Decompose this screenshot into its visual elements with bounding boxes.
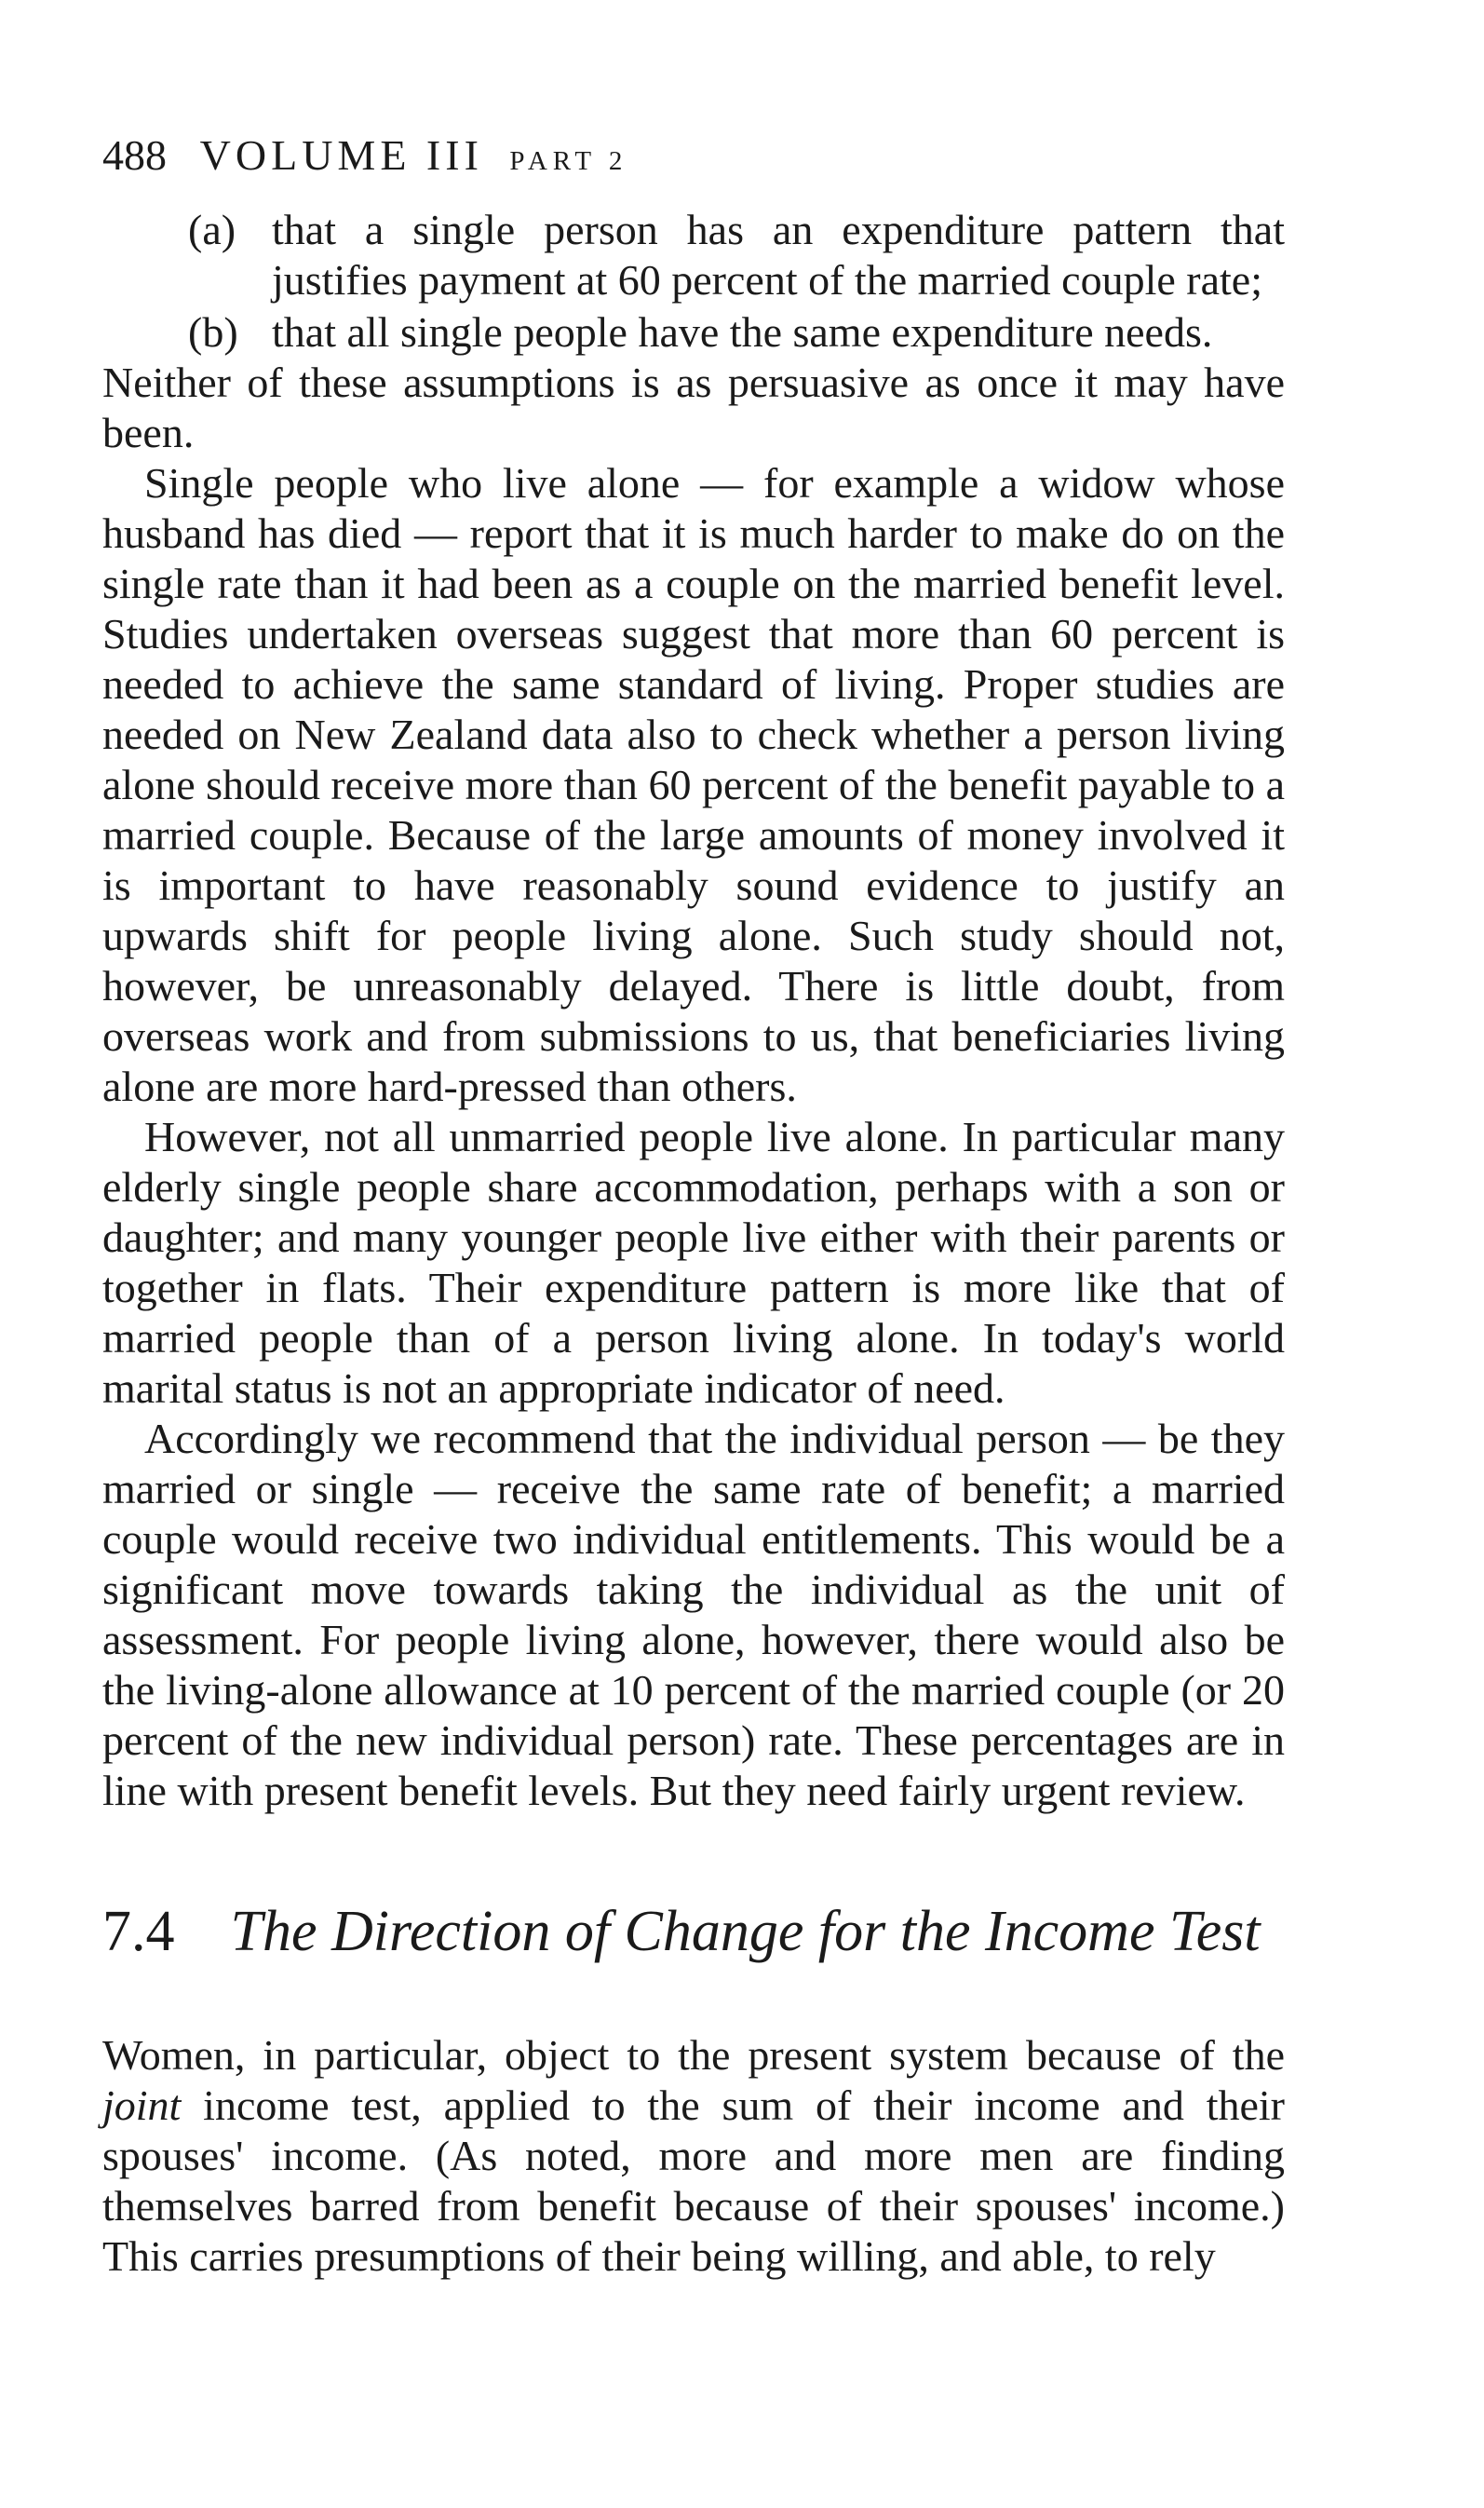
list-text: that all single people have the same expenditure needs. xyxy=(272,308,1213,356)
emphasis: joint xyxy=(102,2081,182,2129)
body-text xyxy=(102,205,1285,2282)
section-heading xyxy=(102,1898,1285,1965)
section-title: The Direction of Change for the Income Test xyxy=(230,1900,1261,1963)
section-paragraph xyxy=(102,2030,1285,2282)
section-number: 7.4 xyxy=(102,1900,175,1963)
list-label: (b) xyxy=(188,308,238,356)
volume-label: VOLUME III xyxy=(199,131,483,179)
part-label: PART 2 xyxy=(509,146,628,176)
paragraph: Neither of these assumptions is as persuasive as once it may have been. xyxy=(102,359,1285,456)
page-number: 488 xyxy=(102,131,167,179)
paragraph: Single people who live alone — for example a widow whose husband has died — report that it is much harder to make do on the single rate than it had been as a couple on the married benefit level. Studies undertaken overseas suggest that more than 60 percent is needed to achieve the same standard of living. Proper studies are needed on New Zealand data also to check whether a person living alone should receive more than 60 percent of the benefit payable to a married couple. Because of the large amounts of money involved it is important to have reasonably sound evidence to justify an upwards shift for people living alone. Such study should not, however, be unreasonably delayed. There is little doubt, from overseas work and from submissions to us, that beneficiaries living alone are more hard-pressed than others. xyxy=(102,459,1285,1110)
running-head xyxy=(102,130,627,180)
list-item-a xyxy=(188,205,1285,305)
list-item-b xyxy=(188,307,1285,358)
text-run: income test, applied to the sum of their income and their spouses' income. (As noted, more and more men are finding themselves barred from benefit because of their spouses' income.) This carries presumptions of their being willing, and able, to rely xyxy=(102,2081,1285,2280)
paragraph: Accordingly we recommend that the individual person — be they married or single — receive the same rate of benefit; a married couple would receive two individual entitlements. This would be a significant move towards taking the individual as the unit of assessment. For people living alone, however, there would also be the living-alone allowance at 10 percent of the married couple (or 20 percent of the new individual person) rate. These percentages are in line with present benefit levels. But they need fairly urgent review. xyxy=(102,1415,1285,1814)
text-run: Women, in particular, object to the present system because of the xyxy=(102,2031,1285,2079)
paragraph: However, not all unmarried people live alone. In particular many elderly single people share accommodation, perhaps with a son or daughter; and many younger people live either with their parents or together in flats. Their expenditure pattern is more like that of married people than of a person living alone. In today's world marital status is not an appropriate indicator of need. xyxy=(102,1113,1285,1412)
list-label: (a) xyxy=(188,206,236,253)
list-text: that a single person has an expenditure pattern that justifies payment at 60 percent of the married couple rate; xyxy=(272,206,1285,304)
